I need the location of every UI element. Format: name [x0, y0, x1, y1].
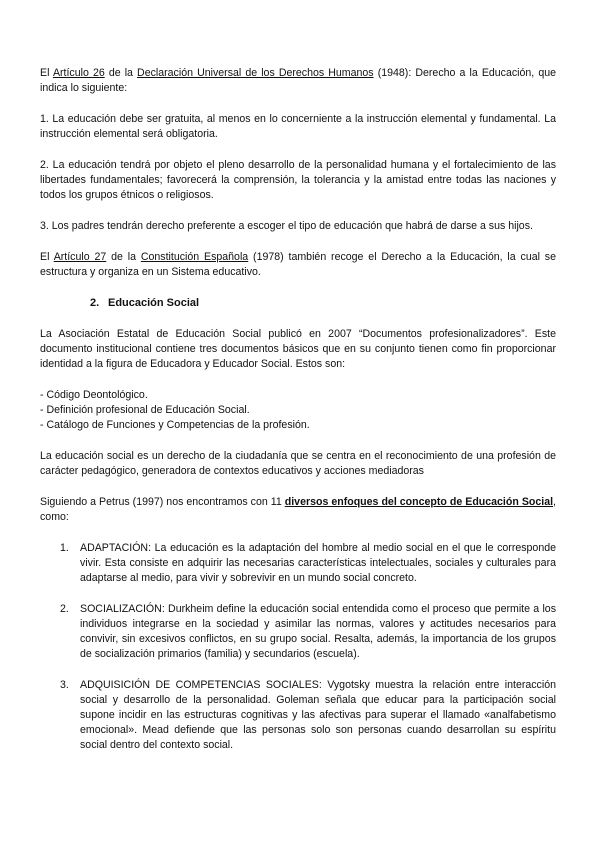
text: Siguiendo a Petrus (1997) nos encontramos con 11	[40, 496, 285, 508]
item-number: 1.	[60, 542, 69, 554]
list-item: - Definición profesional de Educación Social.	[40, 404, 250, 416]
list-item: - Catálogo de Funciones y Competencias de la profesión.	[40, 419, 310, 431]
constitucion-link[interactable]: Constitución Española	[140, 251, 249, 263]
text: de la	[104, 67, 138, 79]
section-number: 2.	[90, 297, 100, 309]
udhr-link[interactable]: Declaración Universal de los Derechos Humanos	[137, 67, 374, 79]
list-item	[40, 541, 556, 586]
text: El	[40, 251, 54, 263]
list-item	[40, 602, 556, 662]
article-26-link[interactable]: Artículo 26	[52, 67, 105, 79]
section-heading	[90, 296, 556, 311]
document-page	[40, 66, 556, 753]
article-27-link[interactable]: Artículo 27	[53, 251, 107, 263]
article-27-paragraph	[40, 250, 556, 280]
list-item: - Código Deontológico.	[40, 389, 148, 401]
asociacion-paragraph: La Asociación Estatal de Educación Social publicó en 2007 “Documentos profesionalizadores”. Este documento institucional contiene tres documentos básicos que en su conjunto tienen como fin proporcionar identidad a la figura de Educadora y Educador Social. Estos son:	[40, 328, 556, 370]
text: (1978) también recoge el Derecho a la Educación, la cual se estructura y organiza en un Sistema educativo.	[40, 251, 556, 278]
petrus-paragraph	[40, 495, 556, 525]
section-title: Educación Social	[108, 297, 200, 309]
point-1-paragraph: 1. La educación debe ser gratuita, al menos en lo concerniente a la instrucción elemental y fundamental. La instrucción elemental será obligatoria.	[40, 113, 556, 140]
item-number: 3.	[60, 679, 69, 691]
point-2-paragraph: 2. La educación tendrá por objeto el pleno desarrollo de la personalidad humana y el fortalecimiento de las libertades fundamentales; favorecerá la comprensión, la tolerancia y la amistad entre todas las naciones y todos los grupos étnicos o religiosos.	[40, 159, 556, 201]
item-text: SOCIALIZACIÓN: Durkheim define la educación social entendida como el proceso que permite a los individuos integrarse en la sociedad y asimilar las normas, valores y actitudes necesarios para convivir, sin excesivos conflictos, en su grupo social. Resalta, además, la importancia de los grupos de socialización primarios (familia) y secundarios (escuela).	[80, 603, 556, 660]
text: El	[40, 67, 53, 79]
item-text: ADAPTACIÓN: La educación es la adaptación del hombre al medio social en el que le corresponde vivir. Esta consiste en adquirir las necesarias características intelectuales, sociales y culturales para adaptarse al medio, para vivir y sobrevivir en un mundo social concreto.	[80, 542, 556, 584]
text: , como:	[40, 496, 556, 523]
enfoques-list	[40, 541, 556, 753]
text: (1948): Derecho a la Educación, que indica lo siguiente:	[40, 67, 557, 94]
enfoques-emphasis: diversos enfoques del concepto de Educación Social	[284, 496, 554, 508]
intro-article-26-paragraph	[40, 66, 556, 96]
list-item	[40, 678, 556, 753]
item-text: ADQUISICIÓN DE COMPETENCIAS SOCIALES: Vygotsky muestra la relación entre interacción social y desarrollo de la personalidad. Goleman señala que educar para la participación social supone incidir en las estructuras cognitivas y las afectivas para superar el llamado «analfabetismo emocional». Mead defiende que las personas solo son personas cuando desarrollan su espíritu social dentro del contexto social.	[80, 679, 556, 751]
text: de la	[106, 251, 141, 263]
point-3-paragraph: 3. Los padres tendrán derecho preferente a escoger el tipo de educación que habrá de darse a sus hijos.	[40, 220, 533, 232]
documents-list	[40, 388, 556, 433]
derecho-paragraph: La educación social es un derecho de la ciudadanía que se centra en el reconocimiento de una profesión de carácter pedagógico, generadora de contextos educativos y acciones mediadoras	[40, 450, 556, 477]
item-number: 2.	[60, 603, 69, 615]
